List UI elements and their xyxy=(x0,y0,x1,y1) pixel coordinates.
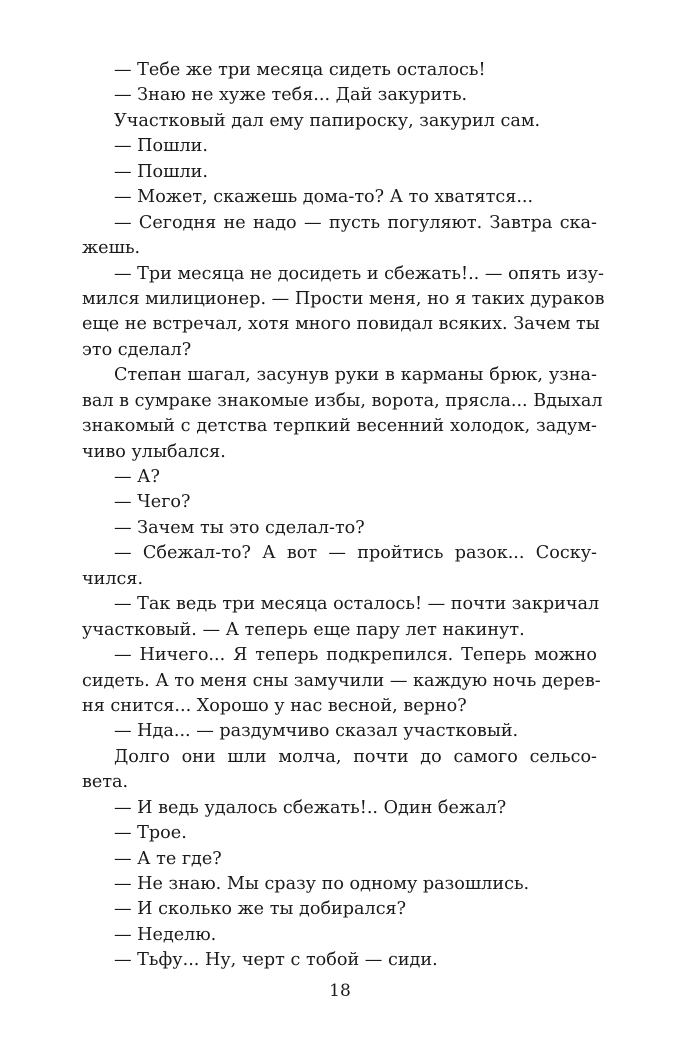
text-line: — Зачем ты это сделал-то? xyxy=(114,517,365,538)
text-line: еще не встречал, хотя много повидал всяких. Зачем ты xyxy=(82,314,600,335)
text-line: мился милиционер. — Прости меня, но я таких дураков xyxy=(82,288,605,309)
text-line: — Пошли. xyxy=(114,161,208,182)
text-line: Степан шагал, засунув руки в карманы брюк, узна- xyxy=(114,365,597,386)
text-line: вал в сумраке знакомые избы, ворота, прясла... Вдыхал xyxy=(82,390,603,411)
text-line: — Нда... — раздумчиво сказал участковый. xyxy=(114,721,519,742)
text-line: — Трое. xyxy=(114,823,187,844)
text-line: знакомый с детства терпкий весенний холодок, задум- xyxy=(82,416,597,437)
text-line: это сделал? xyxy=(82,339,192,360)
text-line: — Так ведь три месяца осталось! — почти закричал xyxy=(114,594,600,615)
text-line: чился. xyxy=(82,568,144,589)
text-line: — Тьфу... Ну, черт с тобой — сиди. xyxy=(114,950,438,971)
text-line: — И ведь удалось сбежать!.. Один бежал? xyxy=(114,797,507,818)
text-line: — Сбежал-то? А вот — пройтись разок... Соску- xyxy=(114,543,597,564)
text-line: Долго они шли молча, почти до самого сельсо- xyxy=(114,746,597,767)
text-line: вета. xyxy=(82,772,129,793)
text-line: сидеть. А то меня сны замучили — каждую ночь дерев- xyxy=(82,670,601,691)
text-line: — Пошли. xyxy=(114,136,208,157)
text-line: — Тебе же три месяца сидеть осталось! xyxy=(114,60,486,80)
text-line: — Может, скажешь дома-то? А то хватятся... xyxy=(114,187,534,208)
text-line: — Сегодня не надо — пусть погуляют. Завтра ска- xyxy=(114,212,597,233)
text-line: ня снится... Хорошо у нас весной, верно? xyxy=(82,695,467,716)
text-line: жешь. xyxy=(82,238,141,259)
text-line: — Не знаю. Мы сразу по одному разошлись. xyxy=(114,874,530,894)
text-line: — Три месяца не досидеть и сбежать!.. — опять изу- xyxy=(114,263,604,284)
text-line: чиво улыбался. xyxy=(82,441,226,462)
text-line: — Неделю. xyxy=(114,924,217,945)
text-line: — Знаю не хуже тебя... Дай закурить. xyxy=(114,85,468,106)
text-line: — А те где? xyxy=(114,848,222,869)
text-line: — И сколько же ты добирался? xyxy=(114,899,407,920)
page-number: 18 xyxy=(329,981,351,1001)
text-line: участковый. — А теперь еще пару лет накинут. xyxy=(82,619,525,640)
text-line: — Чего? xyxy=(114,492,191,513)
text-line: — А? xyxy=(114,467,160,487)
text-line: — Ничего... Я теперь подкрепился. Теперь можно xyxy=(114,645,597,666)
text-line: Участковый дал ему папироску, закурил сам. xyxy=(114,110,541,131)
page-text xyxy=(82,58,605,974)
